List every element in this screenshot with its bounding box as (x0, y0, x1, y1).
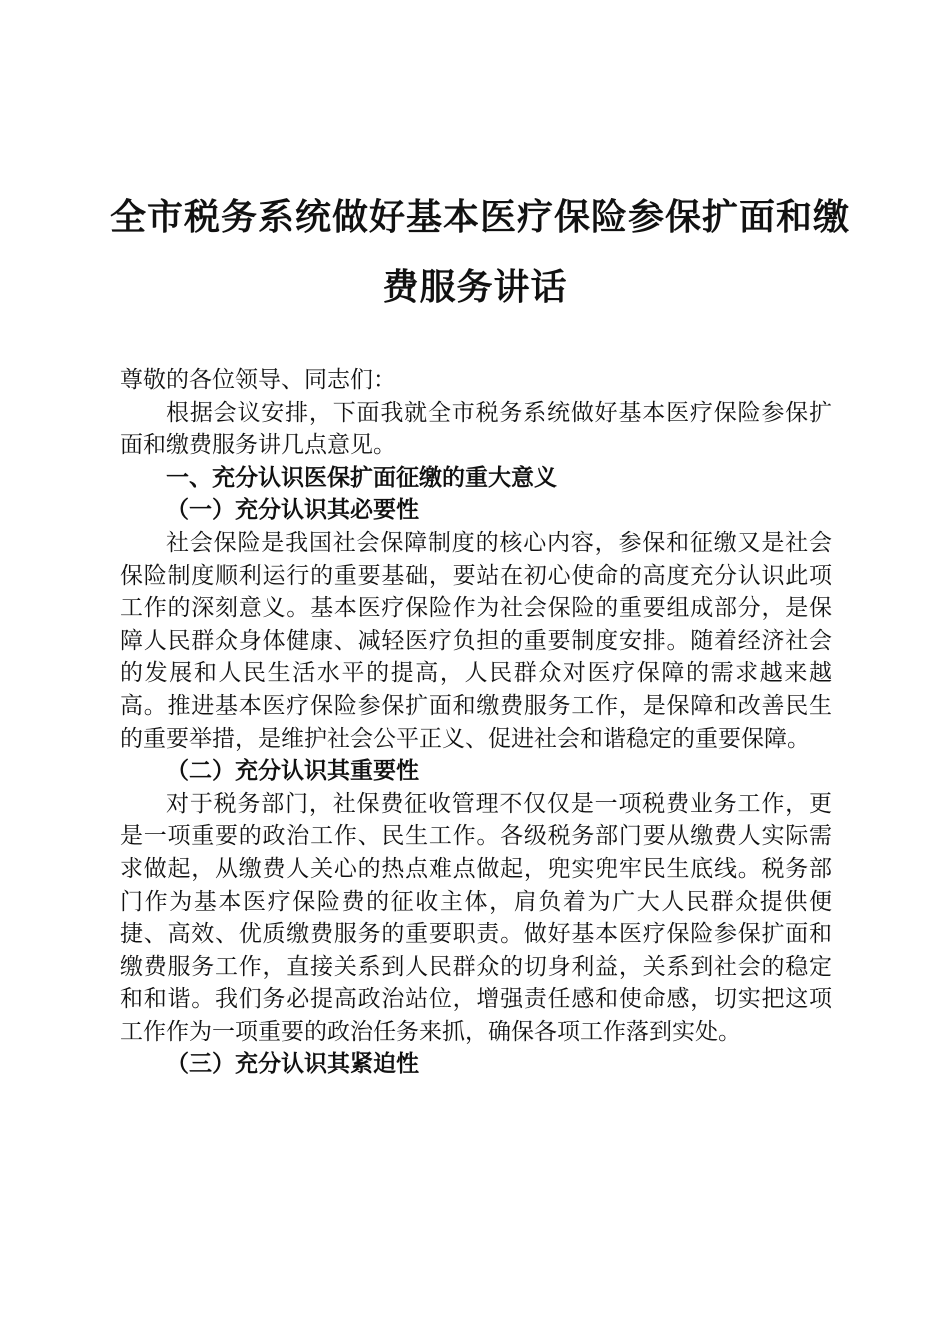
subsection-paragraph-1: 社会保险是我国社会保障制度的核心内容，参保和征缴又是社会保险制度顺利运行的重要基础，要站在初心使命的高度充分认识此项工作的深刻意义。基本医疗保险作为社会保险的重要组成部分，是保障人民群众身体健康、减轻医疗负担的重要制度安排。随着经济社会的发展和人民生活水平的提高，人民群众对医疗保障的需求越来越高。推进基本医疗保险参保扩面和缴费服务工作，是保障和改善民生的重要举措，是维护社会公平正义、促进社会和谐稳定的重要保障。 (120, 529, 832, 752)
subsection-heading-1: （一）充分认识其必要性 (166, 496, 419, 524)
subsection-heading-2: （二）充分认识其重要性 (166, 757, 419, 785)
section-heading-1: 一、充分认识医保扩面征缴的重大意义 (166, 464, 557, 491)
subsection-paragraph-2: 对于税务部门，社保费征收管理不仅仅是一项税费业务工作，更是一项重要的政治工作、民生工作。各级税务部门要从缴费人实际需求做起，从缴费人关心的热点难点做起，兜实兜牢民生底线。税务部门作为基本医疗保险费的征收主体，肩负着为广大人民群众提供便捷、高效、优质缴费服务的重要职责。做好基本医疗保险参保扩面和缴费服务工作，直接关系到人民群众的切身利益，关系到社会的稳定和和谐。我们务必提高政治站位，增强责任感和使命感，切实把这项工作作为一项重要的政治任务来抓，确保各项工作落到实处。 (120, 790, 832, 1045)
intro-paragraph: 根据会议安排，下面我就全市税务系统做好基本医疗保险参保扩面和缴费服务讲几点意见。 (120, 399, 832, 459)
subsection-heading-3: （三）充分认识其紧迫性 (166, 1050, 419, 1078)
document-title-line-2: 费服务讲话 (382, 267, 568, 308)
salutation: 尊敬的各位领导、同志们： (120, 367, 396, 393)
document-title-line-1: 全市税务系统做好基本医疗保险参保扩面和缴 (110, 197, 851, 238)
document-body (120, 364, 832, 1081)
